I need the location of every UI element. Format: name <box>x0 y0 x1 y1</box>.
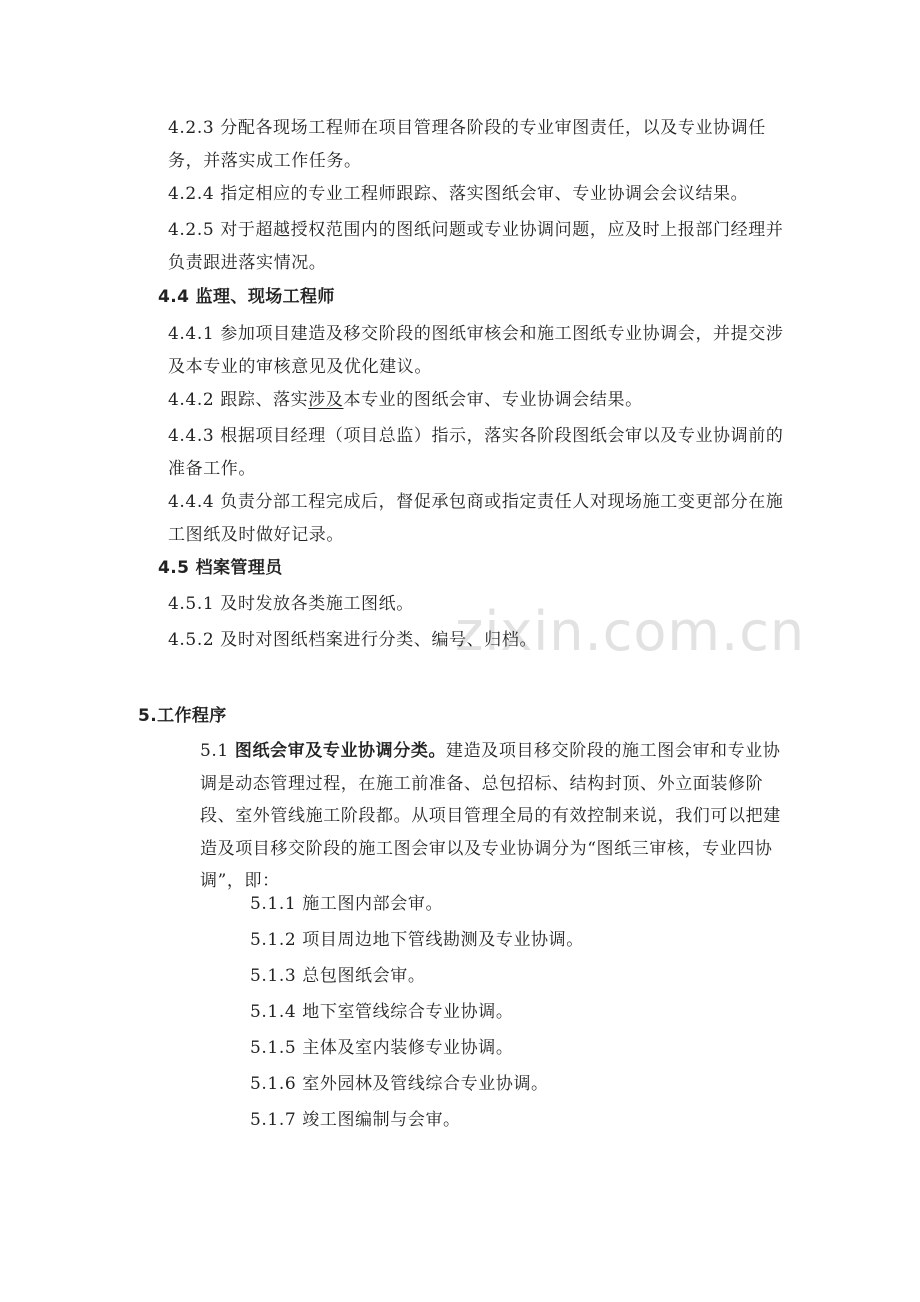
item-4-2-5: 4.2.5 对于超越授权范围内的图纸问题或专业协调问题，应及时上报部门经理并负责跟进落实情况。 <box>168 220 784 273</box>
item-4-4-2-pre: 4.4.2 跟踪、落实 <box>168 390 309 410</box>
item-4-4-1: 4.4.1 参加项目建造及移交阶段的图纸审核会和施工图纸专业协调会，并提交涉及本专业的审核意见及优化建议。 <box>168 324 784 377</box>
list-item: 5.1.7 竣工图编制与会审。 <box>250 1110 461 1130</box>
heading-5: 5.工作程序 <box>138 706 227 726</box>
item-4-4-4: 4.4.4 负责分部工程完成后，督促承包商或指定责任人对现场施工变更部分在施工图纸及时做好记录。 <box>168 492 784 545</box>
para-5-1-text: 建造及项目移交阶段的施工图会审和专业协调是动态管理过程，在施工前准备、总包招标、结构封顶、外立面装修阶段、室外管线施工阶段都。从项目管理全局的有效控制来说，我们可以把建造及项目移交阶段的施工图会审以及专业协调分为“图纸三审核，专业四协调”，即： <box>200 741 781 891</box>
item-4-2-4: 4.2.4 指定相应的专业工程师跟踪、落实图纸会审、专业协调会会议结果。 <box>168 184 749 204</box>
list-item: 5.1.4 地下室管线综合专业协调。 <box>250 1002 514 1022</box>
list-item: 5.1.2 项目周边地下管线勘测及专业协调。 <box>250 930 584 950</box>
list-item: 5.1.5 主体及室内装修专业协调。 <box>250 1038 514 1058</box>
list-item: 5.1.1 施工图内部会审。 <box>250 894 444 914</box>
para-5-1-bold: 图纸会审及专业协调分类。 <box>234 741 447 761</box>
heading-4-4: 4.4 监理、现场工程师 <box>158 287 335 307</box>
item-4-2-3: 4.2.3 分配各现场工程师在项目管理各阶段的专业审图责任，以及专业协调任务，并落实成工作任务。 <box>168 118 766 171</box>
item-4-4-2-underlined: 涉及 <box>308 390 344 410</box>
item-4-5-2: 4.5.2 及时对图纸档案进行分类、编号、归档。 <box>168 630 538 650</box>
list-item: 5.1.3 总包图纸会审。 <box>250 966 426 986</box>
list-item: 5.1.6 室外园林及管线综合专业协调。 <box>250 1074 549 1094</box>
para-5-1 <box>200 735 785 898</box>
watermark: zixin.com.cn <box>455 600 806 663</box>
item-4-4-2 <box>168 384 808 417</box>
item-4-5-1: 4.5.1 及时发放各类施工图纸。 <box>168 594 414 614</box>
heading-4-5: 4.5 档案管理员 <box>158 558 283 578</box>
item-4-4-2-post: 本专业的图纸会审、专业协调会结果。 <box>343 390 643 410</box>
item-4-4-3: 4.4.3 根据项目经理（项目总监）指示，落实各阶段图纸会审以及专业协调前的准备工作。 <box>168 426 784 479</box>
para-5-1-number: 5.1 <box>200 741 235 761</box>
